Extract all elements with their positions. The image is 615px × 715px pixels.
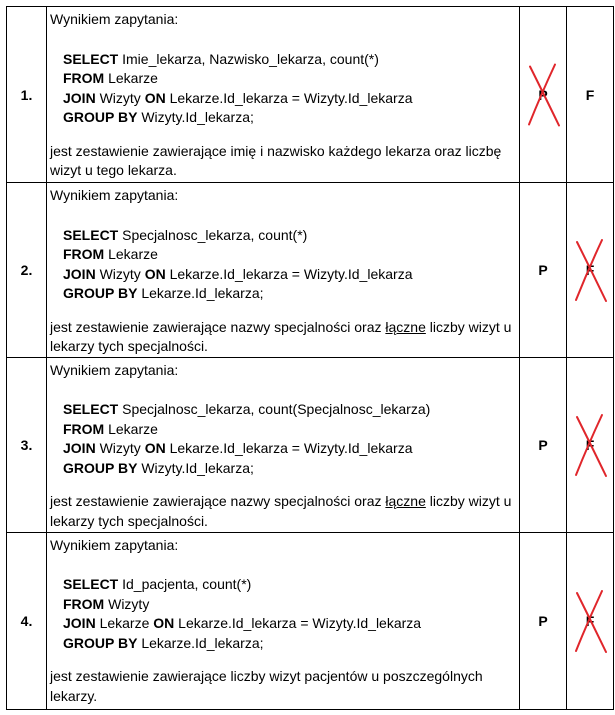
question-number: 2.	[7, 183, 47, 358]
quiz-table	[6, 6, 614, 710]
sql-keyword: SELECT	[63, 226, 119, 243]
sql-line	[63, 226, 519, 246]
sql-keyword: FROM	[63, 595, 105, 612]
sql-line	[63, 89, 519, 109]
question-number: 4.	[7, 532, 47, 709]
sql-keyword: FROM	[63, 70, 105, 86]
sql-line	[63, 595, 519, 615]
choice-f[interactable]	[567, 183, 614, 358]
choice-f-label: F	[585, 86, 595, 103]
sql-keyword: JOIN	[63, 615, 96, 631]
sql-line	[63, 50, 519, 70]
sql-line	[63, 245, 519, 265]
sql-text: Lekarze.Id_lekarza = Wizyty.Id_lekarza	[165, 440, 413, 456]
question-content	[47, 183, 520, 358]
sql-query	[63, 400, 519, 478]
choice-f-label: F	[585, 612, 595, 629]
sql-text: Lekarze.Id_lekarza;	[137, 285, 264, 301]
desc-before: jest zestawienie zawierające imię i nazwisko każdego lekarza oraz liczbę wizyt u tego lekarza.	[50, 142, 502, 178]
sql-keyword: SELECT	[63, 50, 119, 67]
sql-query	[63, 226, 519, 304]
sql-keyword: ON	[144, 440, 166, 456]
sql-text: Wizyty.Id_lekarza;	[137, 109, 254, 125]
sql-query	[63, 575, 519, 653]
sql-text: Lekarze.Id_lekarza = Wizyty.Id_lekarza	[165, 265, 413, 282]
sql-keyword: GROUP BY	[63, 285, 138, 301]
question-description	[50, 318, 519, 357]
sql-line	[63, 634, 519, 654]
question-intro: Wynikiem zapytania:	[50, 11, 179, 27]
sql-text: Wizyty	[95, 265, 145, 282]
question-number: 3.	[7, 357, 47, 532]
choice-p[interactable]	[520, 183, 567, 358]
sql-line	[63, 420, 519, 440]
sql-line	[63, 108, 519, 128]
question-row	[7, 532, 614, 709]
choice-f[interactable]	[567, 532, 614, 709]
desc-before: jest zestawienie zawierające liczby wizyt pacjentów u poszczególnych lekarzy.	[50, 668, 483, 704]
desc-before: jest zestawienie zawierające nazwy specjalności oraz	[50, 318, 386, 335]
sql-keyword: SELECT	[63, 401, 119, 417]
sql-keyword: ON	[144, 265, 166, 282]
sql-text: Wizyty.Id_lekarza;	[137, 459, 254, 476]
question-intro: Wynikiem zapytania:	[50, 361, 179, 378]
question-number: 1.	[7, 7, 47, 183]
sql-text: Lekarze	[95, 615, 154, 631]
sql-text: Lekarze.Id_lekarza = Wizyty.Id_lekarza	[165, 89, 413, 106]
question-description	[50, 142, 519, 181]
desc-after: liczby wizyt u lekarzy tych specjalności.	[50, 493, 512, 529]
sql-keyword: GROUP BY	[63, 109, 138, 125]
sql-line	[63, 575, 519, 595]
sql-keyword: FROM	[63, 246, 105, 262]
choice-p[interactable]	[520, 532, 567, 709]
sql-keyword: SELECT	[63, 576, 119, 592]
choice-p-label: P	[538, 436, 548, 453]
sql-text: Specjalnosc_lekarza, count(Specjalnosc_lekarza)	[118, 401, 431, 417]
sql-keyword: JOIN	[63, 440, 96, 456]
desc-after: liczby wizyt u lekarzy tych specjalności.	[50, 318, 512, 354]
question-row	[7, 357, 614, 532]
choice-f[interactable]	[567, 7, 614, 183]
desc-underlined: łączne	[385, 493, 426, 509]
sql-keyword: JOIN	[63, 265, 96, 282]
choice-p-label: P	[538, 86, 548, 103]
question-intro: Wynikiem zapytania:	[50, 536, 179, 553]
choice-p[interactable]	[520, 7, 567, 183]
sql-text: Wizyty	[95, 440, 145, 456]
sql-keyword: ON	[153, 615, 175, 631]
sql-keyword: JOIN	[63, 89, 96, 106]
question-description	[50, 667, 519, 706]
sql-text: Wizyty	[95, 89, 145, 106]
sql-text: Imie_lekarza, Nazwisko_lekarza, count(*)	[118, 50, 379, 67]
sql-text: Wizyty	[104, 595, 150, 612]
sql-line	[63, 614, 519, 634]
sql-text: Id_pacjenta, count(*)	[118, 576, 252, 592]
desc-before: jest zestawienie zawierające nazwy specjalności oraz	[50, 493, 386, 509]
choice-p-label: P	[538, 261, 548, 278]
sql-line	[63, 439, 519, 459]
question-description	[50, 492, 519, 531]
sql-keyword: GROUP BY	[63, 459, 138, 476]
sql-text: Lekarze	[104, 420, 158, 437]
desc-underlined: łączne	[385, 318, 426, 335]
sql-text: Lekarze	[104, 246, 158, 262]
choice-p-label: P	[538, 612, 548, 629]
choice-f-label: F	[585, 436, 595, 453]
sql-text: Lekarze.Id_lekarza;	[137, 634, 264, 651]
sql-text: Lekarze.Id_lekarza = Wizyty.Id_lekarza	[174, 615, 422, 631]
sql-text: Lekarze	[104, 70, 158, 86]
sql-line	[63, 284, 519, 304]
question-intro: Wynikiem zapytania:	[50, 187, 179, 203]
sql-query	[63, 50, 519, 128]
question-row	[7, 183, 614, 358]
sql-line	[63, 459, 519, 479]
sql-text: Specjalnosc_lekarza, count(*)	[118, 226, 308, 243]
sql-line	[63, 69, 519, 89]
choice-p[interactable]	[520, 357, 567, 532]
sql-keyword: FROM	[63, 420, 105, 437]
question-content	[47, 357, 520, 532]
question-row	[7, 7, 614, 183]
sql-keyword: ON	[144, 89, 166, 106]
sql-line	[63, 400, 519, 420]
question-content	[47, 532, 520, 709]
question-content	[47, 7, 520, 183]
choice-f-label: F	[585, 261, 595, 278]
sql-line	[63, 265, 519, 285]
choice-f[interactable]	[567, 357, 614, 532]
sql-keyword: GROUP BY	[63, 634, 138, 651]
